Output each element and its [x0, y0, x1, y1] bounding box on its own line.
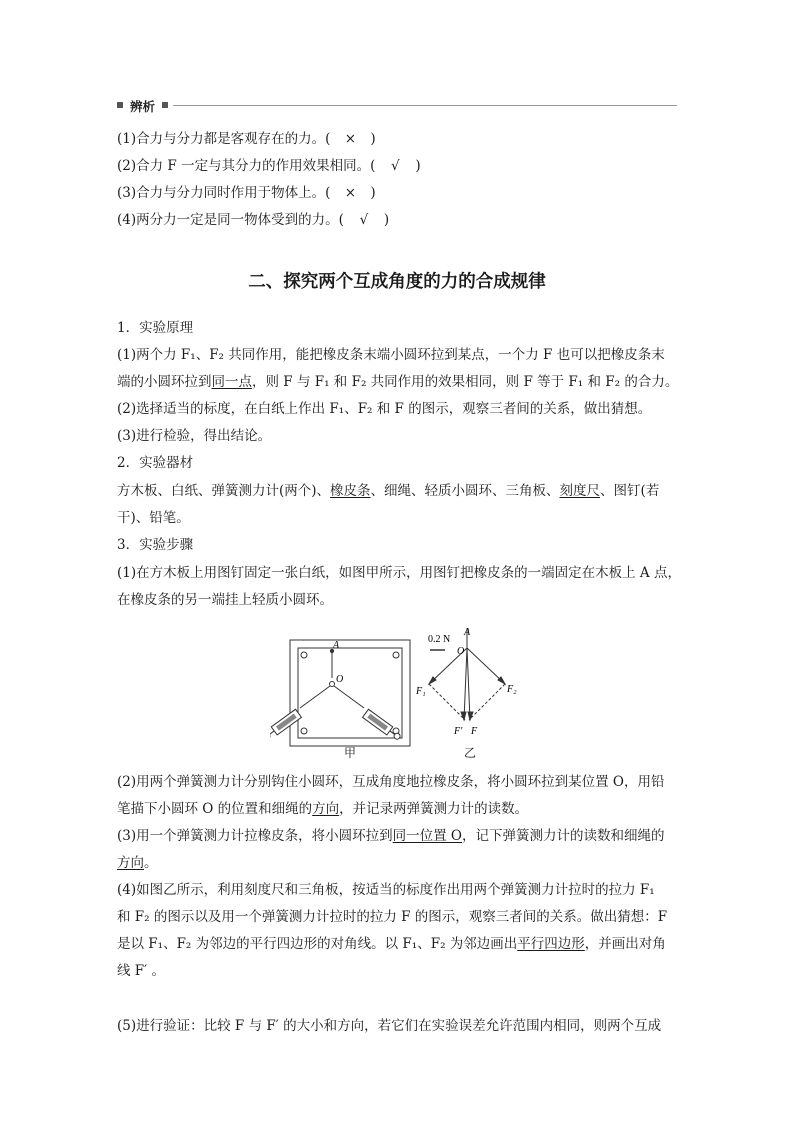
tag-square-left [117, 102, 123, 108]
text-run: ，并记录两弹簧测力计的读数。 [339, 801, 529, 817]
text-run: 笔描下小圆环 O 的位置和细绳的 [117, 801, 313, 817]
judgment-close: ) [415, 158, 421, 174]
text-run: ，则 F 与 F₁ 和 F₂ 共同作用的效果相同，则 F 等于 F₁ 和 F₂ 的合力。 [252, 374, 679, 390]
equipment-line2: 干)、铅笔。 [117, 510, 190, 526]
step2-line2 [117, 799, 528, 819]
experiment-figure [270, 626, 530, 772]
step4-line3 [117, 934, 666, 954]
fig-yi-label-o: O [457, 646, 465, 657]
principle-p1-line2 [117, 372, 678, 392]
judgment-text: (2)合力 F 一定与其分力的作用效果相同。( [117, 158, 376, 174]
step2-line1: (2)用两个弹簧测力计分别钩住小圆环，互成角度地拉橡皮条，将小圆环拉到某位置 O，用铅 [117, 774, 665, 790]
text-run: ，记下弹簧测力计的读数和细绳的 [461, 828, 665, 844]
judgment-line-1 [117, 129, 376, 149]
fig-yi-label-f-prime: F′ [454, 726, 463, 737]
step1-line2: 在橡皮条的另一端挂上轻质小圆环。 [117, 592, 333, 608]
text-run: ，并画出对角 [584, 936, 666, 952]
underlined-term: 方向 [117, 855, 144, 871]
text-run: 方木板、白纸、弹簧测力计(两个)、 [117, 483, 331, 499]
figure-caption-yi: 乙 [464, 746, 477, 760]
underlined-term: 同一位置 O [392, 828, 462, 844]
section-heading: 二、探究两个互成角度的力的合成规律 [248, 272, 546, 292]
principle-p1-line1: (1)两个力 F₁、F₂ 共同作用，能把橡皮条末端小圆环拉到某点，一个力 F 也可以把橡皮条末 [117, 347, 665, 363]
judgment-text: (4)两分力一定是同一物体受到的力。( [117, 212, 344, 228]
fig-jia-label-o: O [336, 674, 344, 685]
underlined-term: 同一点 [211, 374, 252, 390]
judgment-line-2 [117, 156, 421, 176]
principle-p3: (3)进行检验，得出结论。 [117, 428, 272, 444]
step4-line1: (4)如图乙所示，利用刻度尺和三角板，按适当的标度作出用两个弹簧测力计拉时的拉力 F₁ [117, 882, 655, 898]
text-run: (3)用一个弹簧测力计拉橡皮条，将小圆环拉到 [117, 828, 393, 844]
judgment-line-3 [117, 183, 376, 203]
subsection-title-principle: 1．实验原理 [117, 320, 194, 336]
figure-svg [270, 626, 530, 768]
small-ring [330, 682, 335, 687]
judgment-close: ) [370, 131, 376, 147]
judgment-line-4 [117, 210, 389, 230]
spring-scale-right [363, 709, 403, 742]
pin-bl [301, 728, 307, 734]
judgment-mark: √ [391, 158, 400, 174]
judgment-text: (3)合力与分力同时作用于物体上。( [117, 185, 331, 201]
underlined-term: 方向 [312, 801, 340, 817]
pin-tr [393, 652, 399, 658]
fig-yi-label-f1: F₁ [416, 686, 426, 697]
section-tag-bar [117, 97, 677, 115]
text-run: 、细绳、轻质小圆环、三角板、 [370, 483, 560, 499]
underlined-term: 橡皮条 [330, 483, 371, 499]
step4-line4: 线 F′ 。 [117, 963, 166, 979]
step3-line2 [117, 853, 158, 873]
step5-line1: (5)进行验证：比较 F 与 F′ 的大小和方向，若它们在实验误差允许范围内相同，则两个互成 [117, 1018, 662, 1034]
fig-jia-label-a: A [333, 640, 340, 651]
judgment-mark: √ [359, 212, 369, 228]
fig-yi-label-f: F [471, 726, 478, 737]
judgment-mark: × [344, 185, 357, 201]
subsection-title-equipment: 2．实验器材 [117, 455, 194, 471]
fig-yi-scale-label: 0.2 N [428, 634, 451, 645]
figure-jia-apparatus [270, 640, 410, 746]
text-run: 端的小圆环拉到 [117, 374, 212, 390]
vector-f [467, 648, 470, 720]
equipment-line1 [117, 481, 659, 501]
subsection-title-steps: 3．实验步骤 [117, 537, 194, 553]
underlined-term: 刻度尺 [559, 483, 601, 499]
fig-yi-label-f2: F₂ [507, 684, 517, 695]
tag-rule-line [173, 105, 677, 106]
arrow-f-prime [461, 712, 466, 720]
step4-line2: 和 F₂ 的图示以及用一个弹簧测力计拉时的拉力 F 的图示，观察三者间的关系。做出猜想：F [117, 909, 668, 925]
principle-p2: (2)选择适当的标度，在白纸上作出 F₁、F₂ 和 F 的图示，观察三者间的关系，做出猜想。 [117, 401, 652, 417]
board-outer [290, 640, 410, 746]
dashed-parallel-2 [469, 684, 505, 720]
spring-scale-left [270, 709, 301, 742]
judgment-close: ) [370, 185, 376, 201]
cord-left [300, 686, 330, 708]
vector-f-prime [464, 648, 467, 720]
judgment-close: ) [383, 212, 390, 228]
pin-tl [301, 652, 307, 658]
step3-line1 [117, 826, 664, 846]
dashed-parallel-1 [429, 684, 465, 720]
cord-right [334, 686, 364, 708]
judgment-text: (1)合力与分力都是客观存在的力。( [117, 131, 331, 147]
step1-line1: (1)在方木板上用图钉固定一张白纸，如图甲所示，用图钉把橡皮条的一端固定在木板上 A 点， [117, 565, 681, 581]
figure-caption-jia: 甲 [344, 746, 357, 760]
fig-yi-label-a: A [464, 627, 471, 638]
text-run: 、图钉(若 [600, 483, 660, 499]
arrow-f [468, 712, 473, 720]
text-run: 是以 F₁、F₂ 为邻边的平行四边形的对角线。以 F₁、F₂ 为邻边画出 [117, 936, 518, 952]
text-run: 。 [144, 855, 158, 871]
underlined-term: 平行四边形 [517, 936, 585, 952]
judgment-mark: × [344, 131, 357, 147]
section-tag-label: 辨析 [130, 99, 156, 114]
tag-square-right [162, 102, 168, 108]
